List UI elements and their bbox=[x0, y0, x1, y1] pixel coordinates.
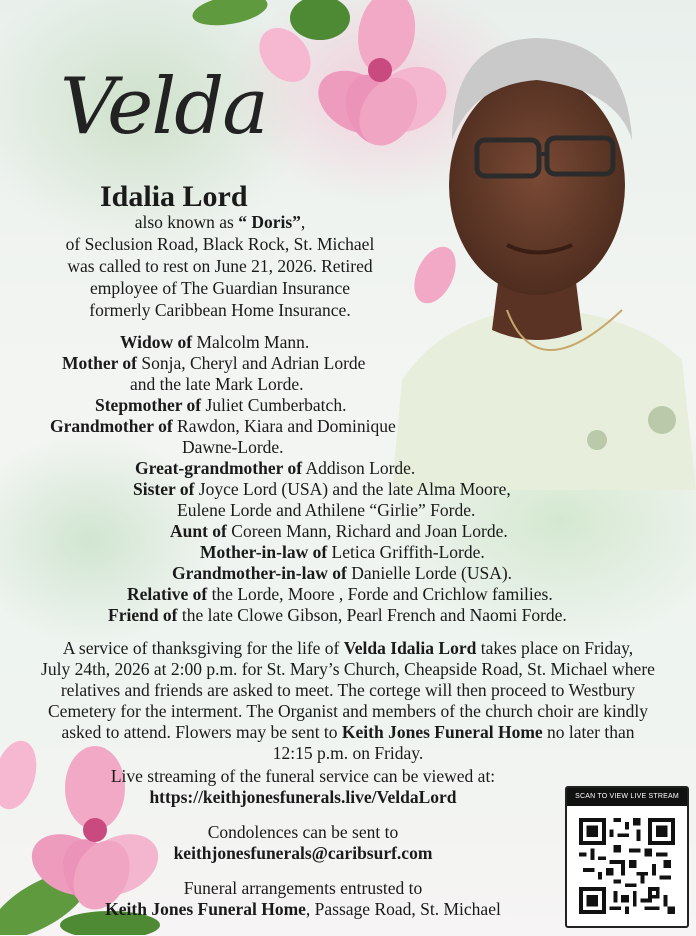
relation-line: Eulene Lorde and Athilene “Girlie” Forde. bbox=[177, 500, 476, 520]
first-name-script: Velda bbox=[60, 62, 267, 152]
condolences-text: Condolences can be sent to bbox=[207, 822, 399, 842]
employment-line: employee of The Guardian Insurance bbox=[89, 278, 351, 298]
qr-label: SCAN TO VIEW LIVE STREAM bbox=[567, 788, 687, 806]
service-line: A service of thanksgiving for the life of Velda Idalia Lord takes place on Friday, bbox=[62, 638, 634, 658]
relation-line: Sister of Joyce Lord (USA) and the late Alma Moore, bbox=[133, 479, 511, 499]
aka-line: also known as “ Doris”, bbox=[134, 212, 306, 232]
condolences-email[interactable]: keithjonesfunerals@caribsurf.com bbox=[173, 843, 433, 863]
livestream-link[interactable]: https://keithjonesfunerals.live/VeldaLord bbox=[149, 787, 457, 807]
relation-line: Aunt of Coreen Mann, Richard and Joan Lorde. bbox=[170, 521, 508, 541]
service-line: relatives and friends are asked to meet. The cortege will then proceed to Westbury bbox=[60, 680, 636, 700]
service-line: Cemetery for the interment. The Organist and members of the church choir are kindly bbox=[48, 701, 648, 721]
relation-line: Widow of Malcolm Mann. bbox=[120, 332, 310, 352]
portrait-photo bbox=[382, 20, 696, 490]
qr-code-icon bbox=[579, 816, 675, 916]
relation-line: Grandmother-in-law of Danielle Lorde (USA). bbox=[172, 563, 513, 583]
relation-line: Dawne-Lorde. bbox=[182, 437, 284, 457]
address-line: of Seclusion Road, Black Rock, St. Michael bbox=[65, 234, 375, 254]
name-heading: Idalia Lord bbox=[100, 180, 248, 213]
death-line: was called to rest on June 21, 2026. Retired bbox=[67, 256, 373, 276]
service-line: asked to attend. Flowers may be sent to Keith Jones Funeral Home no later than bbox=[61, 722, 635, 742]
relation-line: Stepmother of Juliet Cumberbatch. bbox=[95, 395, 347, 415]
qr-code-panel[interactable] bbox=[565, 786, 689, 928]
arrangements-line: Keith Jones Funeral Home, Passage Road, St. Michael bbox=[105, 899, 501, 919]
employment-line-2: formerly Caribbean Home Insurance. bbox=[89, 300, 351, 320]
livestream-text: Live streaming of the funeral service can be viewed at: bbox=[110, 766, 496, 786]
relation-line: Mother-in-law of Letica Griffith-Lorde. bbox=[200, 542, 485, 562]
service-line: July 24th, 2026 at 2:00 p.m. for St. Mary’s Church, Cheapside Road, St. Michael where bbox=[41, 659, 655, 679]
relation-line: Mother of Sonja, Cheryl and Adrian Lorde bbox=[62, 353, 366, 373]
relation-line: Great-grandmother of Addison Lorde. bbox=[135, 458, 416, 478]
relation-line: and the late Mark Lorde. bbox=[130, 374, 304, 394]
relation-line: Relative of the Lorde, Moore , Forde and Crichlow families. bbox=[127, 584, 553, 604]
service-line: 12:15 p.m. on Friday. bbox=[272, 743, 424, 763]
relation-line: Grandmother of Rawdon, Kiara and Dominique bbox=[50, 416, 396, 436]
relation-line: Friend of the late Clowe Gibson, Pearl French and Naomi Forde. bbox=[108, 605, 567, 625]
arrangements-text: Funeral arrangements entrusted to bbox=[183, 878, 423, 898]
